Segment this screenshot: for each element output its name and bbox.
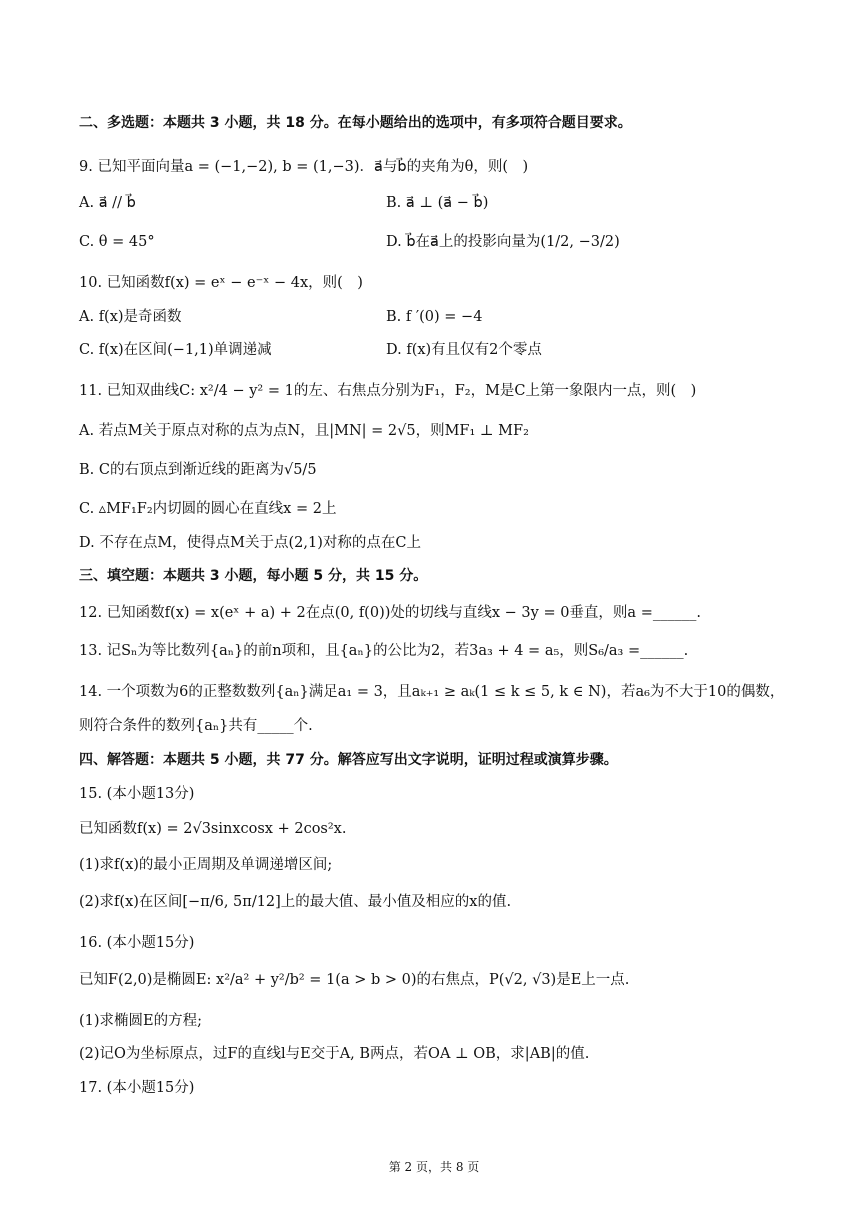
q12-text: 12. 已知函数f(x) = x(eˣ + a) + 2在点(0, f(0))处的切线与直线x − 3y = 0垂直，则a =______. xyxy=(79,605,701,621)
q11-option-b: B. C的右顶点到渐近线的距离为√5/5 xyxy=(79,462,317,478)
q15-part1: (1)求f(x)的最小正周期及单调递增区间; xyxy=(79,857,333,873)
q15-stem: 已知函数f(x) = 2√3sinxcosx + 2cos²x. xyxy=(79,821,347,837)
q11-option-c: C. ▵MF₁F₂内切圆的圆心在直线x = 2上 xyxy=(79,501,337,517)
q16-part1: (1)求椭圆E的方程; xyxy=(79,1013,203,1029)
q11-stem: 11. 已知双曲线C: x²/4 − y² = 1的左、右焦点分别为F₁，F₂，M是C上第一象限内一点，则( ) xyxy=(79,383,697,399)
q9-option-c: C. θ = 45° xyxy=(79,234,155,250)
q10-option-d: D. f(x)有且仅有2个零点 xyxy=(386,342,542,358)
q15-part2: (2)求f(x)在区间[−π/6, 5π/12]上的最大值、最小值及相应的x的值. xyxy=(79,894,512,910)
q10-option-a: A. f(x)是奇函数 xyxy=(79,309,182,325)
q11-option-a: A. 若点M关于原点对称的点为点N，且|MN| = 2√5，则MF₁ ⊥ MF₂ xyxy=(79,423,529,439)
q10-stem: 10. 已知函数f(x) = eˣ − e⁻ˣ − 4x，则( ) xyxy=(79,275,363,291)
q16-title: 16. (本小题15分) xyxy=(79,935,195,951)
q16-stem: 已知F(2,0)是椭圆E: x²/a² + y²/b² = 1(a > b > 0)的右焦点，P(√2, √3)是E上一点. xyxy=(79,972,630,988)
section-2-heading: 二、多选题：本题共 3 小题，共 18 分。在每小题给出的选项中，有多项符合题目要求。 xyxy=(79,115,632,131)
q9-option-d: D. b⃗在a⃗上的投影向量为(1/2, −3/2) xyxy=(386,234,620,250)
q10-option-c: C. f(x)在区间(−1,1)单调递减 xyxy=(79,342,272,358)
section-3-heading: 三、填空题：本题共 3 小题，每小题 5 分，共 15 分。 xyxy=(79,568,428,584)
q16-part2: (2)记O为坐标原点，过F的直线l与E交于A, B两点，若OA ⊥ OB，求|AB|的值. xyxy=(79,1046,590,1062)
q10-option-b: B. f ′(0) = −4 xyxy=(386,309,483,325)
q15-title: 15. (本小题13分) xyxy=(79,786,195,802)
q9-option-b: B. a⃗ ⊥ (a⃗ − b⃗) xyxy=(386,195,489,211)
q14-text-line1: 14. 一个项数为6的正整数数列{aₙ}满足a₁ = 3，且aₖ₊₁ ≥ aₖ(1 ≤ k ≤ 5, k ∈ N)，若a₆为不大于10的偶数， xyxy=(79,684,785,700)
q17-title: 17. (本小题15分) xyxy=(79,1080,195,1096)
q14-text-line2: 则符合条件的数列{aₙ}共有_____个. xyxy=(79,718,313,734)
q9-stem: 9. 已知平面向量a = (−1,−2), b = (1,−3)．a⃗与b⃗的夹角为θ，则( ) xyxy=(79,159,529,175)
page-footer: 第 2 页，共 8 页 xyxy=(388,1160,480,1174)
section-4-heading: 四、解答题：本题共 5 小题，共 77 分。解答应写出文字说明，证明过程或演算步骤。 xyxy=(79,752,618,768)
q9-option-a: A. a⃗ // b⃗ xyxy=(79,195,136,211)
q13-text: 13. 记Sₙ为等比数列{aₙ}的前n项和，且{aₙ}的公比为2，若3a₃ + 4 = a₅，则S₆/a₃ =______. xyxy=(79,643,689,659)
q11-option-d: D. 不存在点M，使得点M关于点(2,1)对称的点在C上 xyxy=(79,535,421,551)
